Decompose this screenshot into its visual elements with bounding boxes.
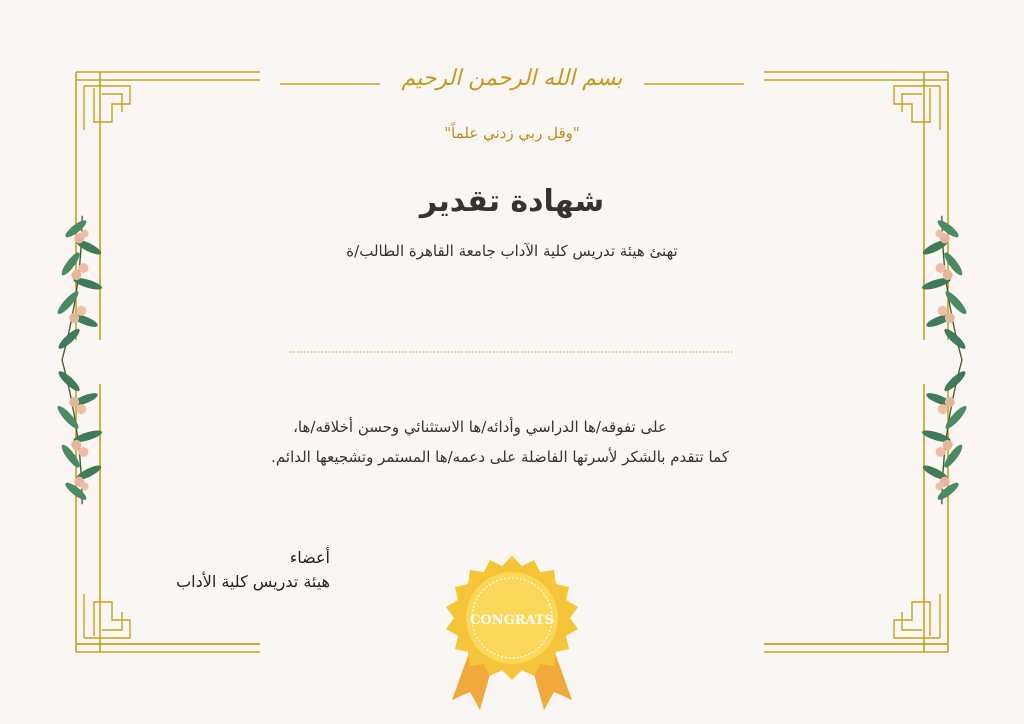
- body-text-line-1: على تفوقه/ها الدراسي وأدائه/ها الاستثنائي وحسن أخلاقه/ها،: [293, 418, 667, 436]
- signature-title-line-1: أعضاء: [289, 548, 330, 567]
- basmala: بسم الله الرحمن الرحيم: [401, 66, 623, 91]
- quran-verse: "وقل ربي زدني علماً": [444, 124, 580, 142]
- olive-branch-right-upper: [907, 214, 985, 361]
- olive-branch-left-lower: [39, 359, 117, 506]
- frame-corner-bottom-left: [76, 384, 260, 652]
- seal-text: CONGRATS: [470, 613, 554, 628]
- congrats-seal: [446, 556, 578, 710]
- body-text-line-2: كما تتقدم بالشكر لأسرتها الفاضلة على دعمه/ها المستمر وتشجيعها الدائم.: [271, 448, 729, 466]
- certificate-title: شهادة تقدير: [419, 184, 605, 219]
- olive-branch-right-lower: [907, 359, 985, 506]
- olive-branch-left-upper: [39, 214, 117, 361]
- frame-corner-top-left: [76, 72, 260, 340]
- frame-corner-top-right: [764, 72, 948, 340]
- frame-corner-bottom-right: [764, 384, 948, 652]
- congratulation-line: تهنئ هيئة تدريس كلية الآداب جامعة القاهرة الطالب/ة: [346, 242, 678, 260]
- signature-title-line-2: هيئة تدريس كلية الأداب: [176, 572, 330, 591]
